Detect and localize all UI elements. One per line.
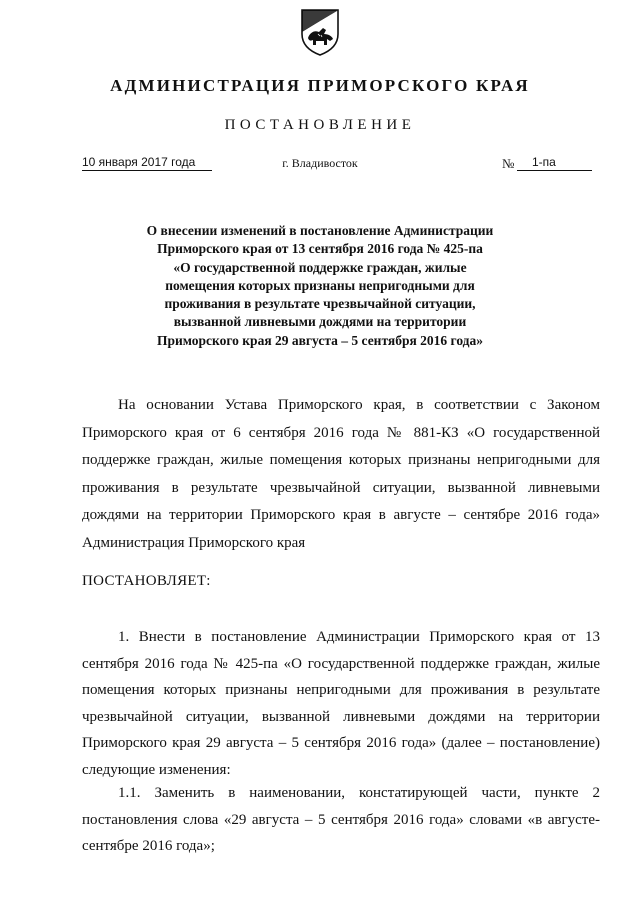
heading-line: «О государственной поддержке граждан, жилые xyxy=(173,259,467,275)
document-type: ПОСТАНОВЛЕНИЕ xyxy=(224,117,416,133)
clause-1-1: 1.1. Заменить в наименовании, констатирующей части, пункте 2 постановления слова «29 августа – 5 сентября 2016 года» словами «в августе-сентябре 2016 года»; xyxy=(82,785,600,854)
document-number: 1-па xyxy=(517,155,592,171)
document-date: 10 января 2017 года xyxy=(82,155,212,171)
heading-line: О внесении изменений в постановление Администрации xyxy=(146,223,494,238)
heading-line: вызванной ливневыми дождями на территории xyxy=(173,314,467,330)
resolves-heading: ПОСТАНОВЛЯЕТ: xyxy=(82,573,211,589)
heading-line: Приморского края от 13 сентября 2016 года № 425-па xyxy=(157,241,483,257)
heading-line: Приморского края 29 августа – 5 сентября 2016 года» xyxy=(156,332,484,348)
document-city: г. Владивосток xyxy=(282,156,358,170)
primorye-coat-of-arms-icon xyxy=(300,8,340,56)
number-sign: № xyxy=(502,156,515,171)
clause-1: 1. Внести в постановление Администрации Приморского края от 13 сентября 2016 года № 425-па «О государственной поддержке граждан, жилые помещения которых признаны непригодными для проживания в результате чрезвычайной ситуации, вызванной ливневыми дождями на территории Приморского края 29 августа – 5 сентября 2016 года» (далее – постановление) следующие изменения: xyxy=(82,629,600,778)
organization-title: АДМИНИСТРАЦИЯ ПРИМОРСКОГО КРАЯ xyxy=(110,76,530,95)
preamble-paragraph: На основании Устава Приморского края, в соответствии с Законом Приморского края от 6 сентября 2016 года № 881-КЗ «О государственной поддержке граждан, жилые помещения которых признаны непригодными для проживания в результате чрезвычайной ситуации, вызванной ливневыми дождями на территории Приморского края в августе – сентябре 2016 года» Администрация Приморского края xyxy=(82,397,600,551)
heading-line: помещения которых признаны непригодными для xyxy=(165,277,475,293)
heading-line: проживания в результате чрезвычайной ситуации, xyxy=(164,296,476,312)
document-heading xyxy=(100,222,540,350)
